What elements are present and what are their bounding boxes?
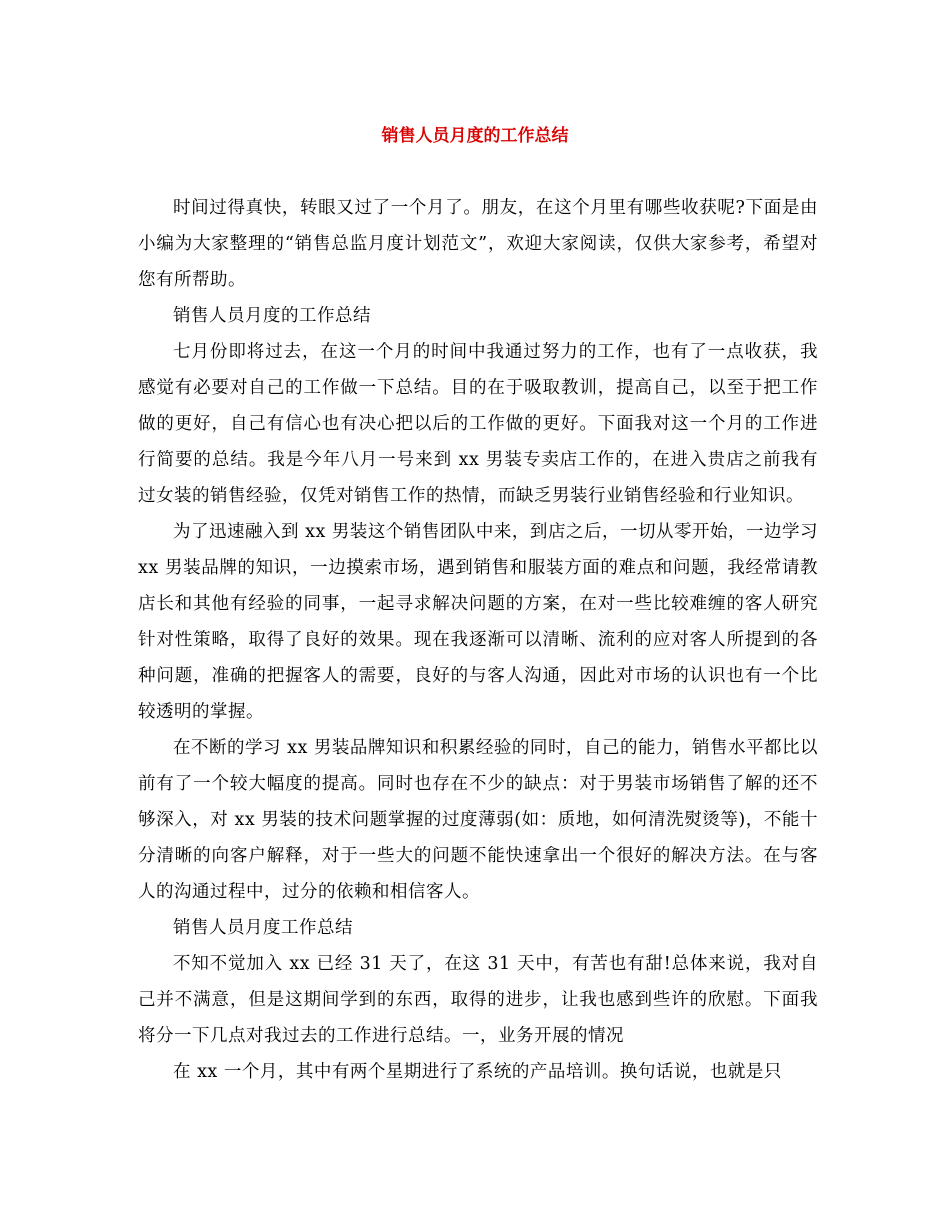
paragraph: 七月份即将过去，在这一个月的时间中我通过努力的工作，也有了一点收获，我感觉有必要对自己的工作做一下总结。目的在于吸取教训，提高自己，以至于把工作做的更好，自己有信心也有决心把以后的工作做的更好。下面我对这一个月的工作进行简要的总结。我是今年八月一号来到 xx 男装专卖店工作的，在进入贵店之前我有过女装的销售经验，仅凭对销售工作的热情，而缺乏男装行业销售经验和行业知识。 <box>138 342 818 506</box>
paragraph-intro: 时间过得真快，转眼又过了一个月了。朋友，在这个月里有哪些收获呢?下面是由小编为大家整理的“销售总监月度计划范文”，欢迎大家阅读，仅供大家参考，希望对您有所帮助。 <box>138 198 818 290</box>
section-heading: 销售人员月度的工作总结 <box>173 306 371 326</box>
paragraph: 在不断的学习 xx 男装品牌知识和积累经验的同时，自己的能力，销售水平都比以前有了一个较大幅度的提高。同时也存在不少的缺点：对于男装市场销售了解的还不够深入，对 xx 男装的技术问题掌握的过度薄弱(如：质地，如何清洗熨烫等)，不能十分清晰的向客户解释，对于一些大的问题不能快速拿出一个很好的解决方法。在与客人的沟通过程中，过分的依赖和相信客人。 <box>138 738 818 902</box>
document-title: 销售人员月度的工作总结 <box>381 126 569 146</box>
section-heading: 销售人员月度工作总结 <box>173 918 353 938</box>
document-body <box>138 190 818 1090</box>
paragraph: 为了迅速融入到 xx 男装这个销售团队中来，到店之后，一切从零开始，一边学习 xx 男装品牌的知识，一边摸索市场，遇到销售和服装方面的难点和问题，我经常请教店长和其他有经验的同事，一起寻求解决问题的方案，在对一些比较难缠的客人研究针对性策略，取得了良好的效果。现在我逐渐可以清晰、流利的应对客人所提到的各种问题，准确的把握客人的需要，良好的与客人沟通，因此对市场的认识也有一个比较透明的掌握。 <box>138 522 818 722</box>
paragraph: 不知不觉加入 xx 已经 31 天了，在这 31 天中，有苦也有甜!总体来说，我对自己并不满意，但是这期间学到的东西，取得的进步，让我也感到些许的欣慰。下面我将分一下几点对我过去的工作进行总结。一，业务开展的情况 <box>138 954 818 1046</box>
paragraph: 在 xx 一个月，其中有两个星期进行了系统的产品培训。换句话说，也就是只 <box>173 1062 782 1082</box>
